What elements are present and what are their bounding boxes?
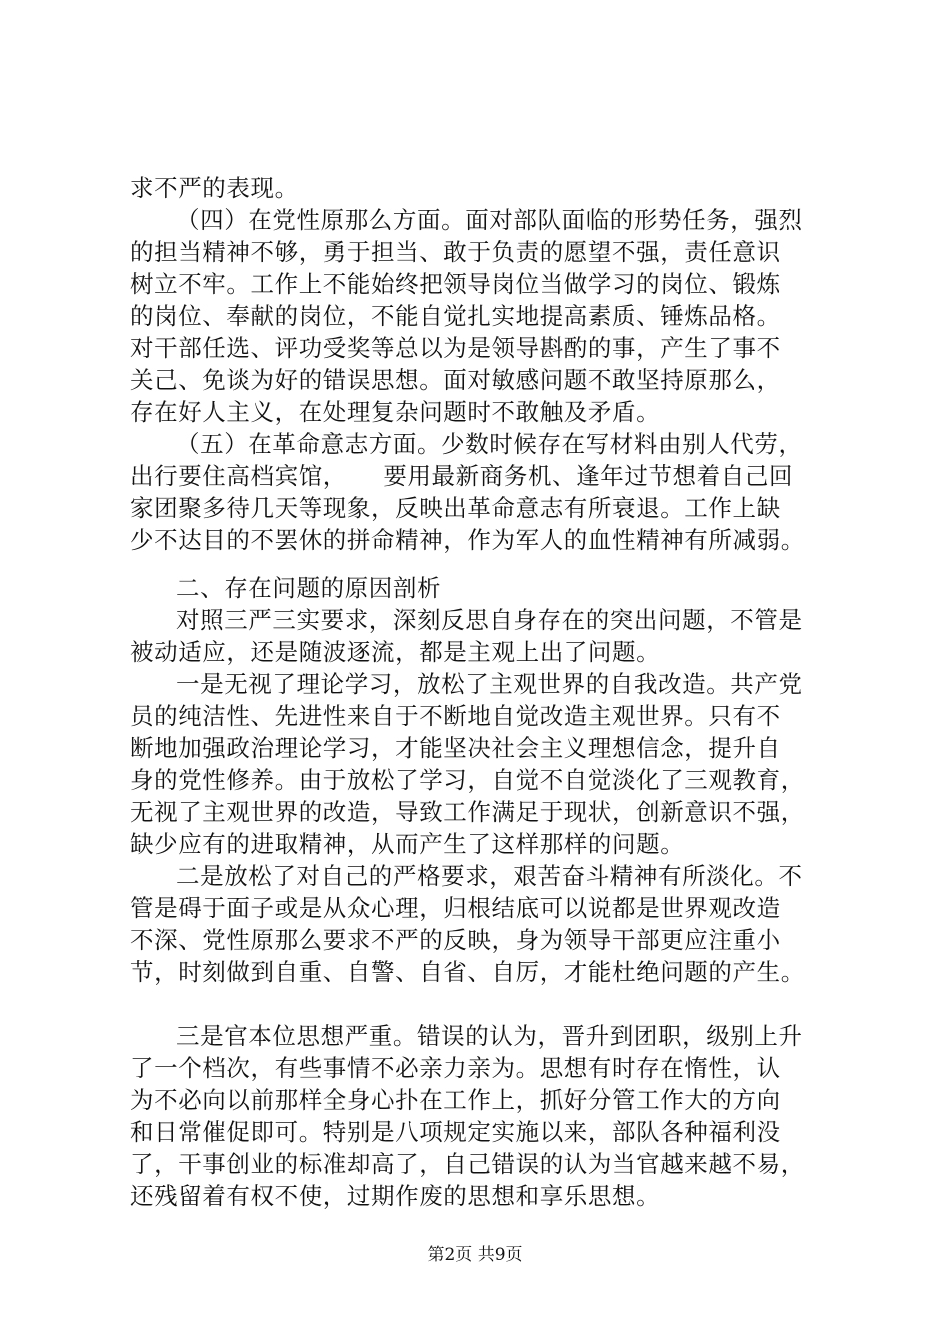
text-line: 关己、免谈为好的错误思想。面对敏感问题不敢坚持原那么， <box>130 366 781 394</box>
page-footer: 第2页 共9页 <box>427 1245 523 1265</box>
paragraph-start-line: （五）在革命意志方面。少数时候存在写材料由别人代劳， <box>176 430 803 458</box>
paragraph-start-line: 三是官本位思想严重。错误的认为，晋升到团职，级别上升 <box>176 1022 803 1050</box>
text-line: 了一个档次，有些事情不必亲力亲为。思想有时存在惰性，认 <box>130 1054 781 1082</box>
text-line: 管是碍于面子或是从众心理，归根结底可以说都是世界观改造 <box>130 894 781 922</box>
text-line: 的担当精神不够，勇于担当、敢于负责的愿望不强，责任意识 <box>130 238 781 266</box>
text-line: 为不必向以前那样全身心扑在工作上，抓好分管工作大的方向 <box>130 1086 781 1114</box>
text-line: 少不达目的不罢休的拼命精神，作为军人的血性精神有所减弱。 <box>130 526 805 554</box>
text-line: 对干部任选、评功受奖等总以为是领导斟酌的事，产生了事不 <box>130 334 781 362</box>
paragraph-start-line: 对照三严三实要求，深刻反思自身存在的突出问题，不管是 <box>176 606 803 634</box>
paragraph-start-line: 二是放松了对自己的严格要求，艰苦奋斗精神有所淡化。不 <box>176 862 803 890</box>
text-line: 被动适应，还是随波逐流，都是主观上出了问题。 <box>130 638 661 666</box>
text-line: 无视了主观世界的改造，导致工作满足于现状，创新意识不强， <box>130 798 805 826</box>
text-line: 和日常催促即可。特别是八项规定实施以来，部队各种福利没 <box>130 1118 781 1146</box>
text-line: 断地加强政治理论学习，才能坚决社会主义理想信念，提升自 <box>130 734 781 762</box>
paragraph-start-line: 一是无视了理论学习，放松了主观世界的自我改造。共产党 <box>176 670 803 698</box>
text-line: 树立不牢。工作上不能始终把领导岗位当做学习的岗位、锻炼 <box>130 270 781 298</box>
paragraph-start-line: （四）在党性原那么方面。面对部队面临的形势任务，强烈 <box>176 206 803 234</box>
text-line: 了，干事创业的标准却高了，自己错误的认为当官越来越不易， <box>130 1150 805 1178</box>
section-heading: 二、存在问题的原因剖析 <box>176 574 442 602</box>
text-line: 的岗位、奉献的岗位，不能自觉扎实地提高素质、锤炼品格。 <box>130 302 781 330</box>
text-line: 求不严的表现。 <box>130 174 299 202</box>
text-line: 节，时刻做到自重、自警、自省、自厉，才能杜绝问题的产生。 <box>130 958 805 986</box>
text-line: 还残留着有权不使，过期作废的思想和享乐思想。 <box>130 1182 661 1210</box>
text-line: 不深、党性原那么要求不严的反映，身为领导干部更应注重小 <box>130 926 781 954</box>
text-line: 缺少应有的进取精神，从而产生了这样那样的问题。 <box>130 830 685 858</box>
text-line: 出行要住高档宾馆， 要用最新商务机、逢年过节想着自己回 <box>130 462 794 490</box>
text-line: 员的纯洁性、先进性来自于不断地自觉改造主观世界。只有不 <box>130 702 781 730</box>
text-line: 存在好人主义，在处理复杂问题时不敢触及矛盾。 <box>130 398 661 426</box>
text-line: 身的党性修养。由于放松了学习，自觉不自觉淡化了三观教育， <box>130 766 805 794</box>
text-line: 家团聚多待几天等现象，反映出革命意志有所衰退。工作上缺 <box>130 494 781 522</box>
